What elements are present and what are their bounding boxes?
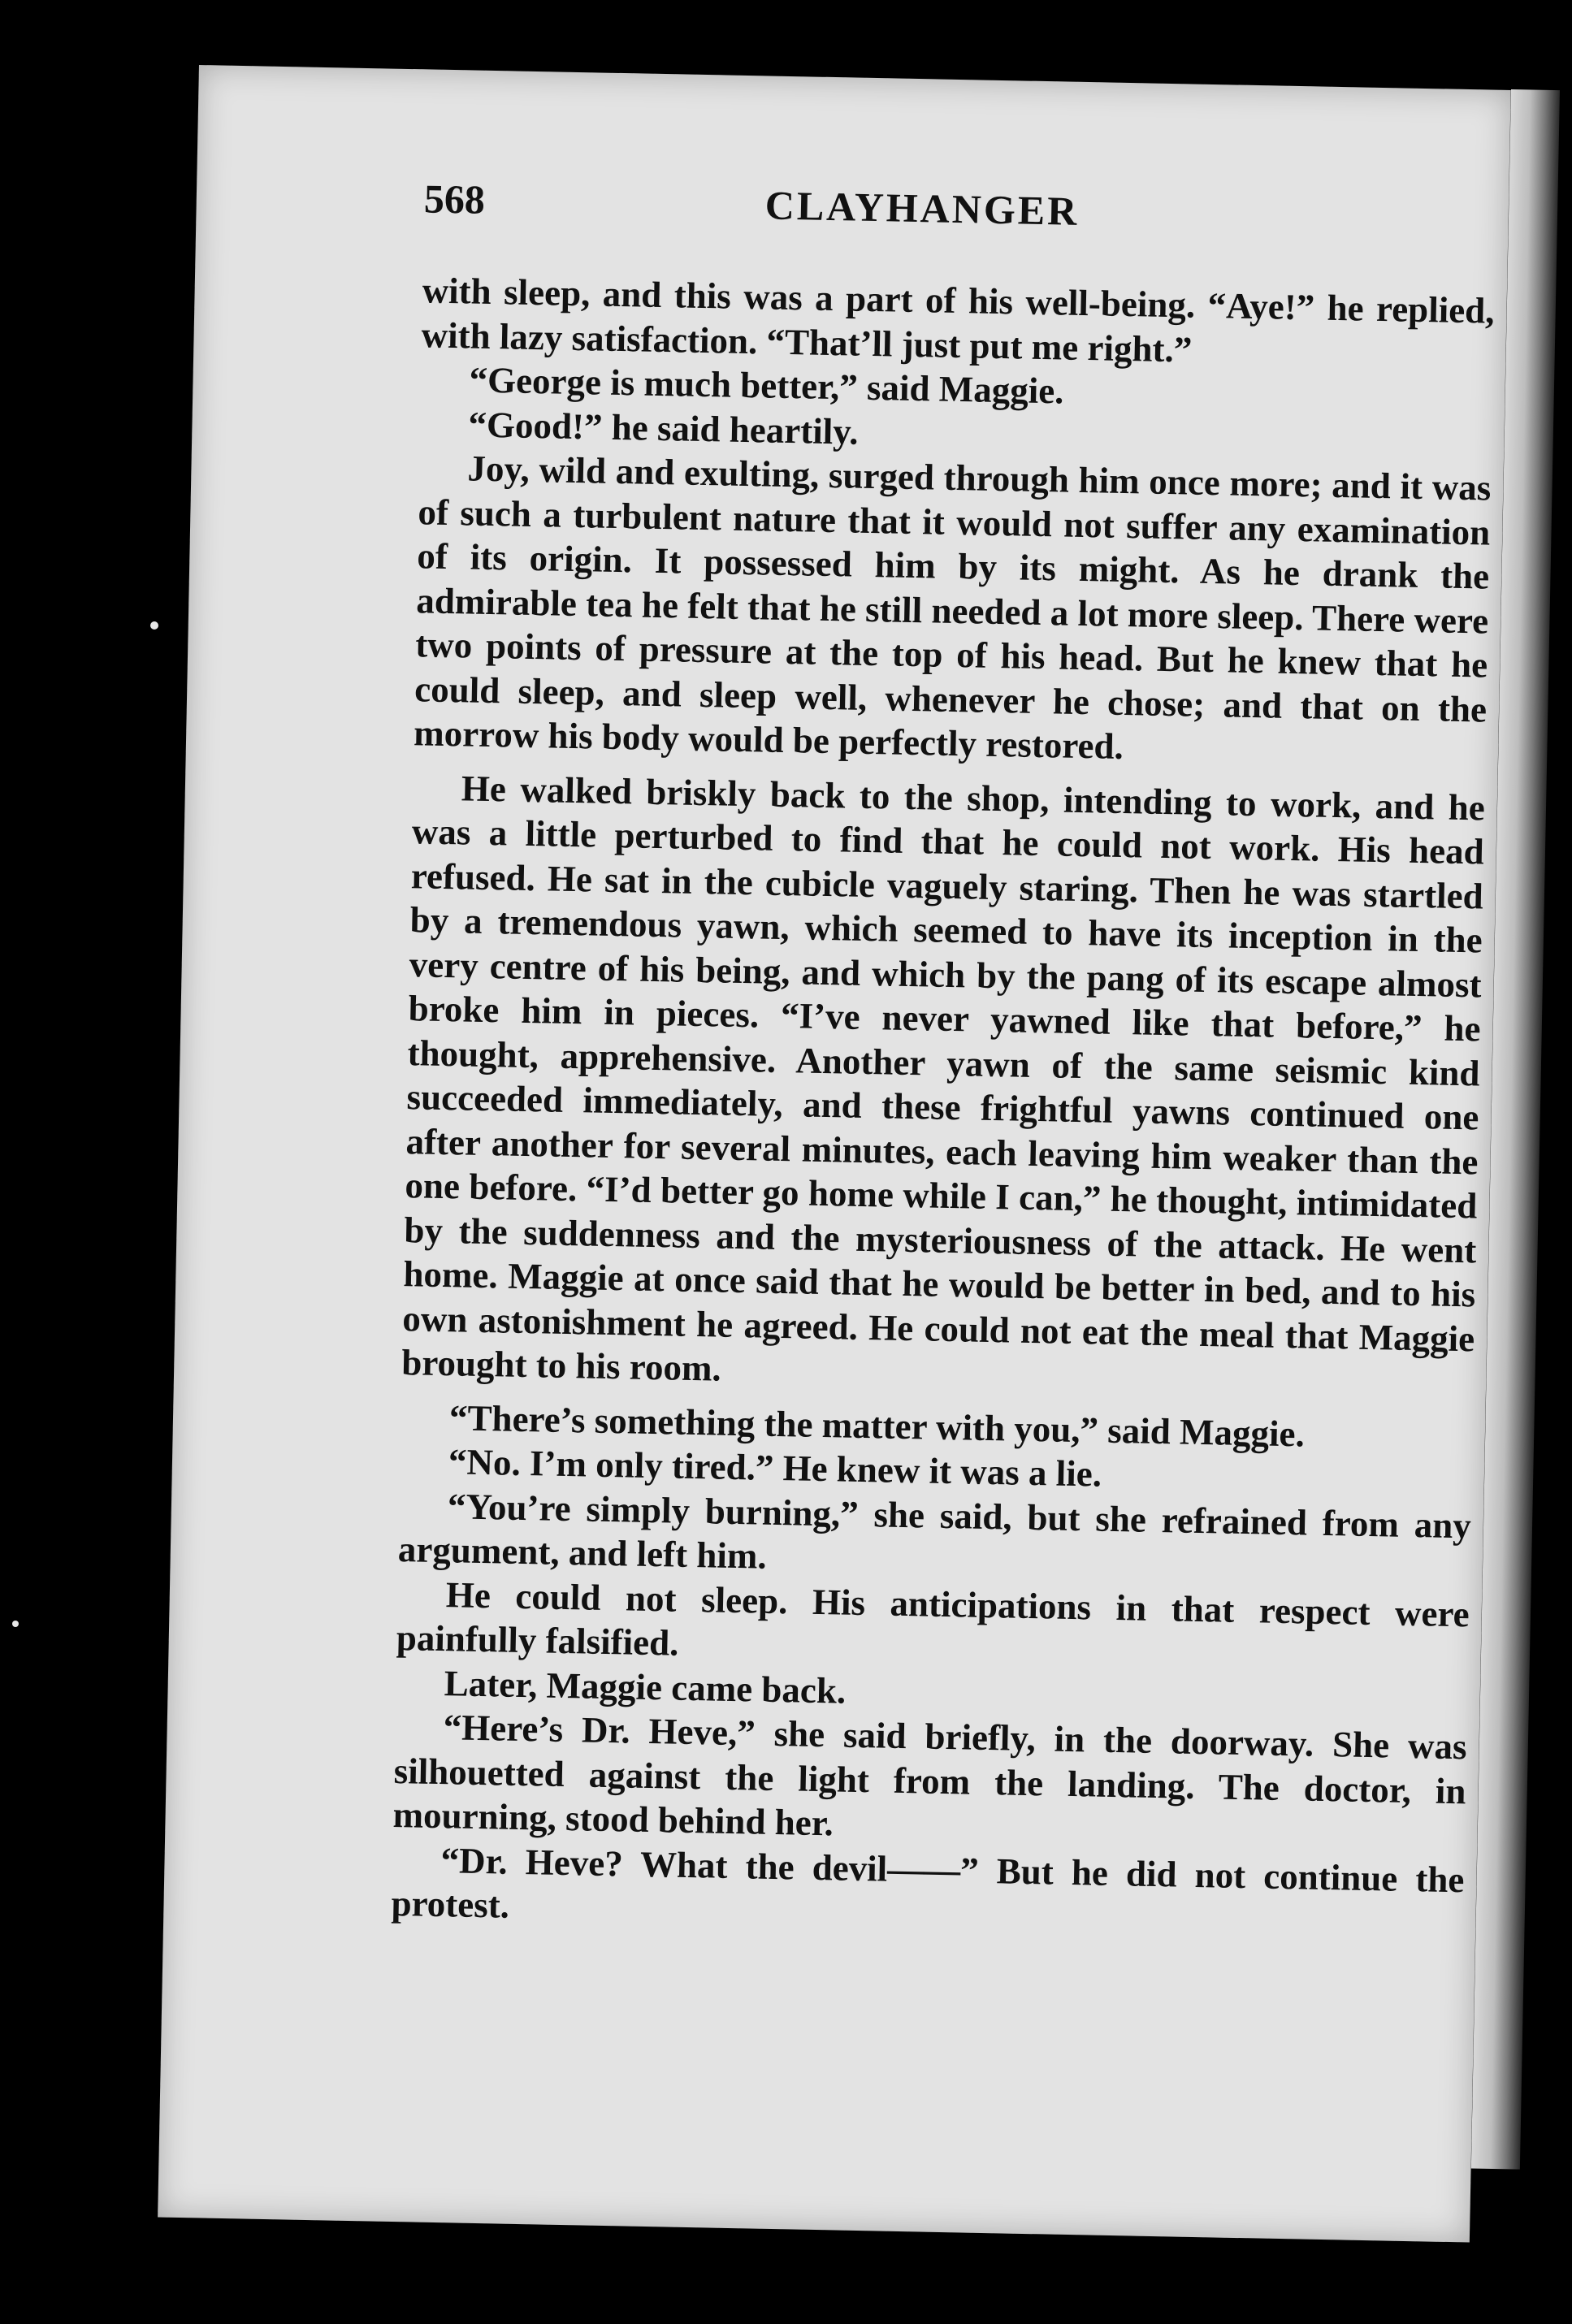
paragraph: “Good!” he said heartily. (468, 403, 860, 452)
paragraph: “George is much better,” said Maggie. (469, 359, 1064, 412)
paragraph: “There’s something the matter with you,” said Maggie. (448, 1396, 1306, 1454)
paragraph: Joy, wild and exulting, surged through him once more; and it was of such a turbulent nature that it would not suffer any examination of its origin. It possessed him by its might. As he drank the admirable tea he felt that he still needed a lot more sleep. There were two points of pressure at the top of his head. But he knew that he could sleep, and sleep well, whenever he chose; and that on the morrow his body would be perfectly restored. (413, 448, 1492, 767)
body-text (391, 268, 1495, 1945)
paragraph: “No. I’m only tired.” He knew it was a lie. (448, 1441, 1102, 1495)
scan-speck (12, 1621, 19, 1627)
paragraph: “You’re simply burning,” she said, but she refrained from any argument, and left him. (397, 1485, 1472, 1577)
page-number: 568 (423, 175, 486, 223)
running-title: CLAYHANGER (764, 182, 1080, 234)
paragraph: with sleep, and this was a part of his well-being. “Aye!” he replied, with lazy satisfaction. “That’ll just put me right.” (421, 270, 1495, 370)
paragraph: “Here’s Dr. Heve,” she said briefly, in the doorway. She was silhouetted against the light from the landing. The doctor, in mourning, stood behind her. (392, 1707, 1468, 1844)
book-page (158, 65, 1511, 2243)
page-header (423, 175, 1513, 253)
scan-speck (150, 621, 158, 630)
paragraph: He walked briskly back to the shop, intending to work, and he was a little perturbed to find that he could not work. His head refused. He sat in the cubicle vaguely staring. Then he was startled by a tremendous yawn, which seemed to have its inception in the very centre of his being, and which by the pang of its escape almost broke him in pieces. “I’ve never yawned like that before,” he thought, apprehensive. Another yawn of the same seismic kind succeeded immediately, and these frightful yawns continued one after another for several minutes, each leaving him weaker than the one before. “I’d better go home while I can,” he thought, intimidated by the suddenness and the mysteriousness of the attack. He went home. Maggie at once said that he would be better in bed, and to his own astonishment he agreed. He could not eat the meal that Maggie brought to his room. (401, 767, 1486, 1389)
paragraph: “Dr. Heve? What the devil——” But he did not continue the protest. (391, 1839, 1465, 1926)
paragraph: He could not sleep. His anticipations in that respect were painfully falsified. (396, 1573, 1470, 1664)
paragraph: Later, Maggie came back. (444, 1662, 847, 1712)
